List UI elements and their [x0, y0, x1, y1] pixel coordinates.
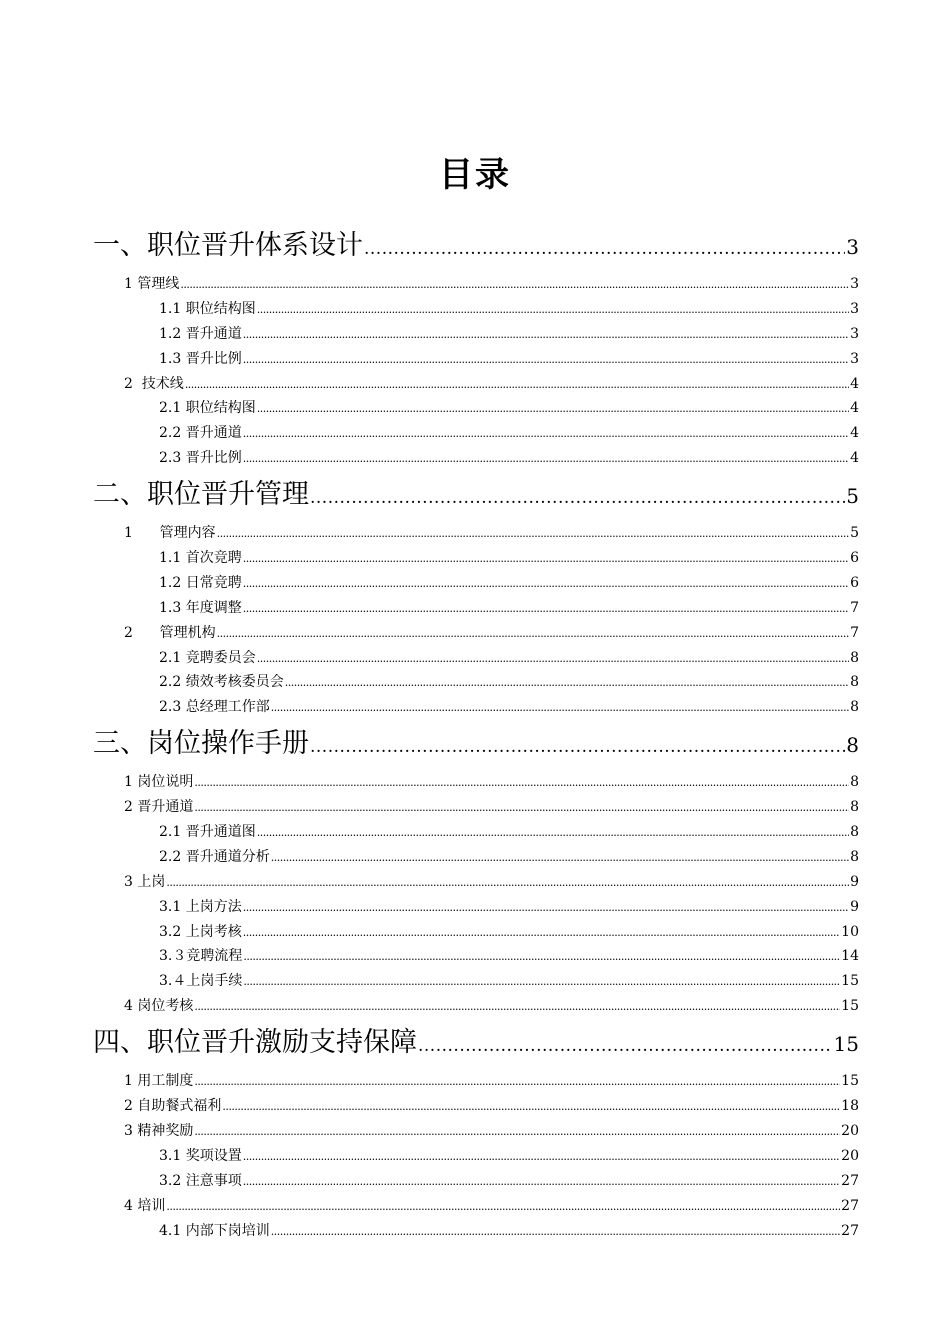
toc-dot-leader: [194, 995, 840, 1020]
toc-dot-leader: [243, 572, 849, 597]
toc-section-entry[interactable]: [93, 795, 859, 820]
toc-page-number: 8: [850, 799, 859, 816]
toc-subsection-entry[interactable]: [93, 546, 859, 571]
toc-entry-label: 4 岗位考核: [124, 998, 194, 1015]
toc-chapter-entry[interactable]: [93, 720, 859, 770]
toc-dot-leader: [243, 1170, 840, 1195]
toc-section-entry[interactable]: [93, 994, 859, 1019]
toc-page-number: 20: [841, 1147, 859, 1164]
toc-entry-label: 2 技术线: [124, 375, 184, 392]
toc-dot-leader: [243, 547, 849, 572]
toc-subsection-entry[interactable]: [93, 571, 859, 596]
toc-dot-leader: [180, 273, 849, 298]
toc-entry-label: 2.3 晋升比例: [159, 450, 242, 467]
toc-section-entry[interactable]: [93, 621, 859, 646]
toc-entry-label: 一、职位晋升体系设计: [93, 230, 363, 261]
toc-section-entry[interactable]: [93, 870, 859, 895]
toc-page-number: 27: [841, 1172, 859, 1189]
table-of-contents: [93, 222, 859, 1243]
toc-page-number: 27: [841, 1222, 859, 1239]
toc-dot-leader: [243, 447, 849, 472]
toc-page-number: 9: [850, 898, 859, 915]
toc-dot-leader: [243, 896, 849, 921]
toc-entry-label: 1.1 首次竞聘: [159, 550, 242, 567]
toc-dot-leader: [243, 422, 849, 447]
toc-entry-label: 二、职位晋升管理: [93, 479, 309, 511]
toc-page-number: 8: [850, 824, 859, 841]
toc-entry-label: 1.2 晋升通道: [159, 325, 242, 342]
toc-entry-label: 4 培训: [124, 1197, 166, 1214]
toc-subsection-entry[interactable]: [93, 670, 859, 695]
toc-entry-label: 1.3 晋升比例: [159, 350, 242, 367]
toc-chapter-entry[interactable]: [93, 222, 859, 272]
page-title: 目录: [439, 155, 511, 195]
toc-dot-leader: [243, 1145, 840, 1170]
toc-dot-leader: [194, 771, 849, 796]
toc-page-number: 20: [841, 1122, 859, 1139]
toc-entry-label: 三、岗位操作手册: [93, 728, 309, 760]
toc-page-number: 27: [841, 1197, 859, 1214]
toc-dot-leader: [243, 348, 849, 373]
toc-entry-label: 2 管理机构: [124, 624, 216, 641]
toc-subsection-entry[interactable]: [93, 695, 859, 720]
toc-entry-label: 2.3 总经理工作部: [159, 699, 270, 716]
toc-dot-leader: [257, 647, 849, 672]
toc-page-number: 5: [850, 525, 859, 542]
toc-section-entry[interactable]: [93, 1069, 859, 1094]
toc-entry-label: 2 自助餐式福利: [124, 1098, 222, 1115]
toc-page-number: 5: [846, 484, 859, 509]
toc-dot-leader: [285, 671, 849, 696]
toc-page-number: 15: [841, 1073, 859, 1090]
toc-section-entry[interactable]: [93, 1194, 859, 1219]
toc-dot-leader: [222, 1095, 840, 1120]
toc-entry-label: 2.2 晋升通道: [159, 425, 242, 442]
toc-entry-label: 1.3 年度调整: [159, 599, 242, 616]
toc-page-number: 4: [850, 400, 859, 417]
toc-dot-leader: [243, 921, 840, 946]
toc-page-number: 4: [850, 375, 859, 392]
toc-subsection-entry[interactable]: [93, 1144, 859, 1169]
toc-subsection-entry[interactable]: [93, 944, 859, 969]
toc-entry-label: 3.2 上岗考核: [159, 923, 242, 940]
toc-entry-label: 2.1 竞聘委员会: [159, 649, 256, 666]
toc-page-number: 7: [850, 624, 859, 641]
toc-dot-leader: [185, 373, 849, 398]
toc-entry-label: 3.1 上岗方法: [159, 898, 242, 915]
toc-page-number: 9: [850, 873, 859, 890]
toc-page-number: 3: [850, 350, 859, 367]
toc-entry-label: 4.1 内部下岗培训: [159, 1222, 270, 1239]
toc-page-number: 3: [850, 325, 859, 342]
toc-dot-leader: [271, 846, 849, 871]
toc-entry-label: 1 岗位说明: [124, 774, 194, 791]
toc-subsection-entry[interactable]: [93, 297, 859, 322]
toc-entry-label: 2.1 职位结构图: [159, 400, 256, 417]
toc-entry-label: 3 上岗: [124, 873, 166, 890]
toc-subsection-entry[interactable]: [93, 421, 859, 446]
toc-entry-label: 3.1 奖项设置: [159, 1147, 242, 1164]
toc-entry-label: 1 用工制度: [124, 1073, 194, 1090]
toc-entry-label: 3.2 注意事项: [159, 1172, 242, 1189]
toc-page-number: 8: [846, 733, 859, 758]
toc-page-number: 6: [850, 574, 859, 591]
toc-subsection-entry[interactable]: [93, 446, 859, 471]
toc-dot-leader: [257, 821, 849, 846]
toc-dot-leader: [310, 723, 845, 771]
toc-section-entry[interactable]: [93, 372, 859, 397]
toc-dot-leader: [166, 1195, 840, 1220]
toc-dot-leader: [194, 1120, 840, 1145]
toc-section-entry[interactable]: [93, 521, 859, 546]
toc-section-entry[interactable]: [93, 1094, 859, 1119]
toc-entry-label: 3.４上岗手续: [159, 973, 243, 990]
toc-dot-leader: [194, 796, 849, 821]
toc-page-number: 4: [850, 450, 859, 467]
toc-dot-leader: [243, 945, 840, 970]
toc-entry-label: 1.1 职位结构图: [159, 300, 256, 317]
toc-section-entry[interactable]: [93, 1119, 859, 1144]
toc-entry-label: 2.2 晋升通道分析: [159, 848, 270, 865]
toc-dot-leader: [310, 474, 845, 522]
toc-dot-leader: [418, 1022, 833, 1070]
toc-dot-leader: [243, 597, 849, 622]
toc-dot-leader: [257, 397, 849, 422]
toc-dot-leader: [243, 970, 840, 995]
toc-page-number: 7: [850, 599, 859, 616]
toc-page-number: 18: [841, 1098, 859, 1115]
toc-entry-label: 1.2 日常竞聘: [159, 574, 242, 591]
toc-entry-label: 四、职位晋升激励支持保障: [93, 1027, 417, 1059]
toc-subsection-entry[interactable]: [93, 646, 859, 671]
toc-page-number: 15: [841, 973, 859, 990]
toc-subsection-entry[interactable]: [93, 1169, 859, 1194]
toc-page-number: 8: [850, 649, 859, 666]
toc-page-number: 10: [841, 923, 859, 940]
toc-dot-leader: [194, 1070, 840, 1095]
toc-chapter-entry[interactable]: [93, 471, 859, 521]
toc-entry-label: 2.1 晋升通道图: [159, 824, 256, 841]
toc-page-number: 6: [850, 550, 859, 567]
toc-entry-label: 3 精神奖励: [124, 1122, 194, 1139]
toc-dot-leader: [243, 323, 849, 348]
toc-page-number: 14: [841, 948, 859, 965]
toc-entry-label: 1 管理线: [124, 276, 180, 292]
toc-dot-leader: [217, 522, 849, 547]
toc-dot-leader: [364, 225, 845, 273]
toc-page-number: 8: [850, 774, 859, 791]
toc-page-number: 3: [846, 235, 859, 259]
toc-subsection-entry[interactable]: [93, 895, 859, 920]
toc-entry-label: 1 管理内容: [124, 525, 216, 542]
toc-page-number: 8: [850, 699, 859, 716]
toc-page-number: 8: [850, 848, 859, 865]
toc-entry-label: 2 晋升通道: [124, 799, 194, 816]
toc-entry-label: 3.３竞聘流程: [159, 948, 243, 965]
toc-subsection-entry[interactable]: [93, 1219, 859, 1244]
toc-dot-leader: [257, 298, 849, 323]
toc-subsection-entry[interactable]: [93, 596, 859, 621]
toc-section-entry[interactable]: [93, 770, 859, 795]
toc-subsection-entry[interactable]: [93, 920, 859, 945]
toc-dot-leader: [271, 1220, 840, 1245]
toc-dot-leader: [217, 622, 849, 647]
toc-page-number: 8: [850, 674, 859, 691]
toc-section-entry[interactable]: [93, 272, 859, 297]
toc-page-number: 15: [841, 998, 859, 1015]
toc-dot-leader: [271, 696, 849, 721]
toc-subsection-entry[interactable]: [93, 820, 859, 845]
toc-page-number: 3: [850, 300, 859, 317]
toc-subsection-entry[interactable]: [93, 347, 859, 372]
toc-entry-label: 2.2 绩效考核委员会: [159, 674, 284, 691]
toc-page-number: 3: [850, 276, 859, 292]
toc-subsection-entry[interactable]: [93, 322, 859, 347]
toc-page-number: 4: [850, 425, 859, 442]
toc-subsection-entry[interactable]: [93, 396, 859, 421]
toc-dot-leader: [166, 871, 849, 896]
toc-subsection-entry[interactable]: [93, 845, 859, 870]
toc-subsection-entry[interactable]: [93, 969, 859, 994]
toc-page-number: 15: [833, 1032, 859, 1057]
toc-chapter-entry[interactable]: [93, 1019, 859, 1069]
